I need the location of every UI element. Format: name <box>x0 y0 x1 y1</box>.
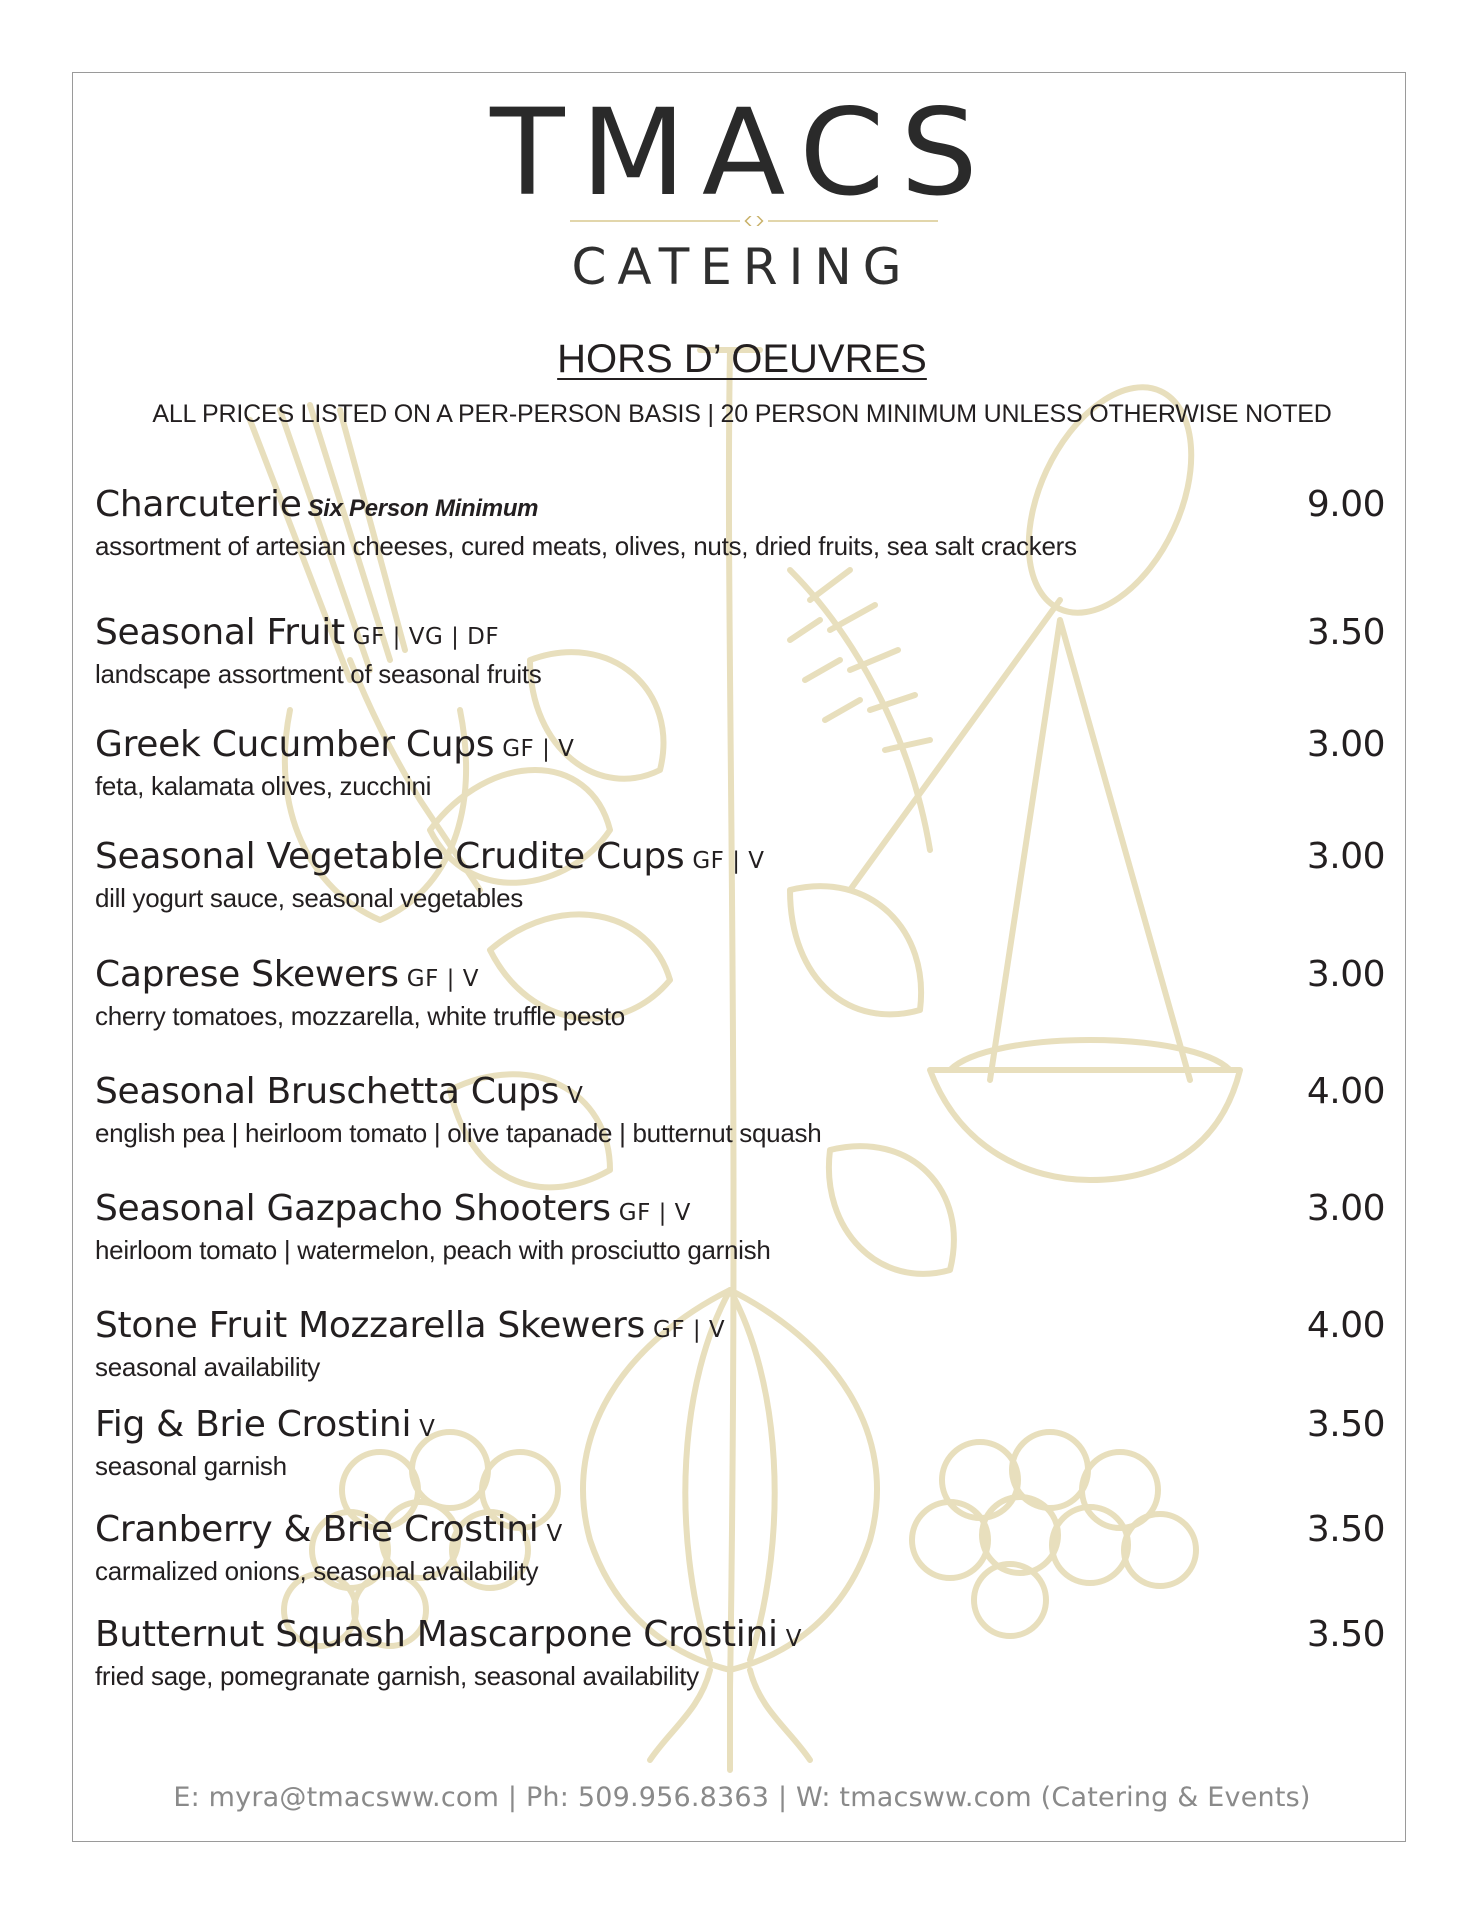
menu-item-description: fried sage, pomegranate garnish, seasonal availability <box>95 1661 699 1691</box>
menu-item-description: seasonal availability <box>95 1352 320 1382</box>
menu-item <box>95 612 1385 689</box>
menu-item-dietary-tags: GF | V <box>502 736 575 762</box>
menu-item-name: Cranberry & Brie Crostini <box>95 1509 539 1550</box>
menu-item-name: Seasonal Fruit <box>95 612 345 653</box>
menu-item <box>95 1404 1385 1481</box>
menu-item-price: 3.50 <box>1306 1614 1385 1655</box>
menu-item-dietary-tags: GF | V <box>653 1317 726 1343</box>
menu-item-title-line <box>95 1614 1385 1660</box>
menu-item-dietary-tags: GF | VG | DF <box>352 624 500 650</box>
menu-item-name: Charcuterie <box>95 484 302 525</box>
menu-item-title-line <box>95 836 1385 882</box>
menu-item <box>95 954 1385 1031</box>
menu-item <box>95 1305 1385 1382</box>
menu-item <box>95 1614 1385 1691</box>
menu-item-price: 3.50 <box>1306 1404 1385 1445</box>
menu-item-price: 3.00 <box>1306 836 1385 877</box>
menu-item-dietary-tags: V <box>567 1083 584 1109</box>
menu-item-name: Seasonal Gazpacho Shooters <box>95 1188 611 1229</box>
menu-item-price: 3.00 <box>1306 1188 1385 1229</box>
menu-item-dietary-tags: V <box>419 1416 436 1442</box>
menu-item-name: Seasonal Vegetable Crudite Cups <box>95 836 685 877</box>
menu-item-title-line <box>95 954 1385 1000</box>
menu-item-name: Butternut Squash Mascarpone Crostini <box>95 1614 778 1655</box>
menu-item-dietary-tags: GF | V <box>406 966 479 992</box>
contact-footer: E: myra@tmacsww.com | Ph: 509.956.8363 | W: tmacsww.com (Catering & Events) <box>173 1782 1311 1813</box>
menu-item <box>95 1188 1385 1265</box>
menu-item-description: assortment of artesian cheeses, cured meats, olives, nuts, dried fruits, sea salt crackers <box>95 531 1077 561</box>
menu-item-price: 3.00 <box>1306 954 1385 995</box>
menu-item-name: Stone Fruit Mozzarella Skewers <box>95 1305 645 1346</box>
menu-item-price: 4.00 <box>1306 1071 1385 1112</box>
menu-item-description: carmalized onions, seasonal availability <box>95 1556 539 1586</box>
menu-item-price: 3.50 <box>1306 612 1385 653</box>
menu-item-description: landscape assortment of seasonal fruits <box>95 659 542 689</box>
brand-logo-tagline: CATERING <box>571 238 913 296</box>
menu-item-title-line <box>95 1305 1385 1351</box>
menu-item <box>95 724 1385 801</box>
menu-item-title-line <box>95 724 1385 770</box>
menu-item <box>95 836 1385 913</box>
menu-item-name: Greek Cucumber Cups <box>95 724 495 765</box>
menu-item <box>95 484 1385 561</box>
menu-item-price: 4.00 <box>1306 1305 1385 1346</box>
menu-item-title-line <box>95 1404 1385 1450</box>
menu-item-name: Fig & Brie Crostini <box>95 1404 412 1445</box>
menu-item-note: Six Person Minimum <box>307 495 539 522</box>
menu-item-description: heirloom tomato | watermelon, peach with prosciutto garnish <box>95 1235 771 1265</box>
menu-item-description: english pea | heirloom tomato | olive tapanade | butternut squash <box>95 1118 822 1148</box>
menu-item-price: 3.00 <box>1306 724 1385 765</box>
menu-item-title-line <box>95 484 1385 530</box>
menu-item-description: dill yogurt sauce, seasonal vegetables <box>95 883 523 913</box>
menu-item-price: 3.50 <box>1306 1509 1385 1550</box>
menu-item-description: cherry tomatoes, mozzarella, white truffle pesto <box>95 1001 625 1031</box>
menu-item-description: seasonal garnish <box>95 1451 287 1481</box>
menu-item-name: Seasonal Bruschetta Cups <box>95 1071 560 1112</box>
menu-item-title-line <box>95 1188 1385 1234</box>
menu-item <box>95 1071 1385 1148</box>
menu-item-title-line <box>95 612 1385 658</box>
logo-ornament-divider <box>570 216 938 226</box>
menu-item-dietary-tags: GF | V <box>692 848 765 874</box>
menu-item-title-line <box>95 1071 1385 1117</box>
menu-item-dietary-tags: GF | V <box>618 1200 691 1226</box>
menu-item-title-line <box>95 1509 1385 1555</box>
menu-item-price: 9.00 <box>1306 484 1385 525</box>
menu-item-description: feta, kalamata olives, zucchini <box>95 771 432 801</box>
menu-item <box>95 1509 1385 1586</box>
menu-item-dietary-tags: V <box>785 1626 802 1652</box>
section-title: HORS D’ OEUVRES <box>557 337 927 381</box>
menu-item-dietary-tags: V <box>546 1521 563 1547</box>
brand-logo-name: TMACS <box>490 83 994 223</box>
pricing-note: ALL PRICES LISTED ON A PER-PERSON BASIS | 20 PERSON MINIMUM UNLESS OTHERWISE NOTED <box>152 400 1332 428</box>
menu-item-name: Caprese Skewers <box>95 954 399 995</box>
